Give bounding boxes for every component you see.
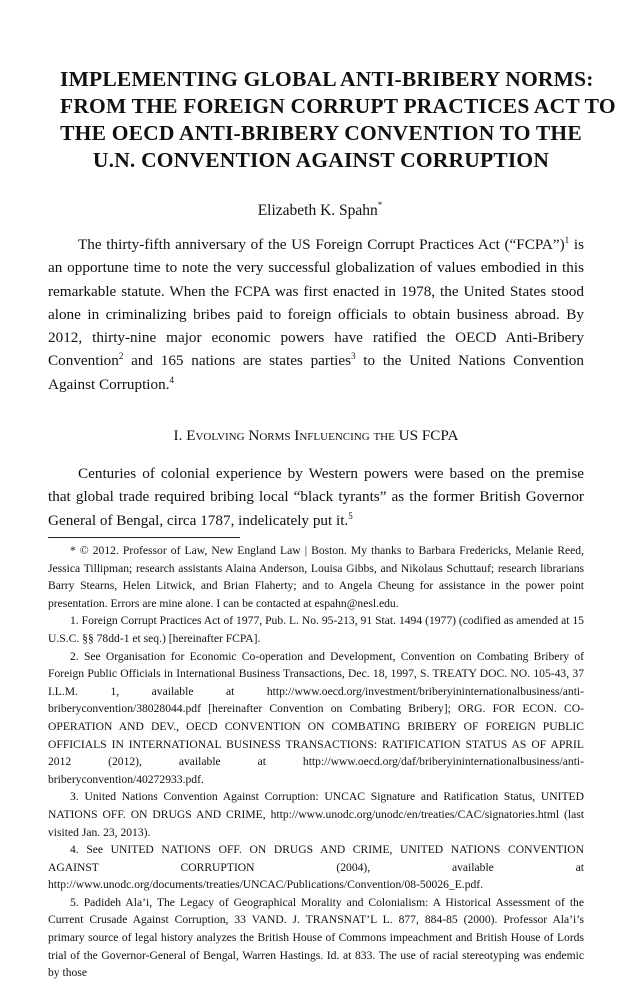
intro-text: is an opportune time to note the very successful globalization of values embodied in this remarkable statute. When the FCPA was first enacted in 1978, the United States stood alone in criminalizing bribes paid to foreign officials to obtain business abroad. By 2012, thirty-nine major economic powers have ratified the OECD Anti-Bribery Convention xyxy=(48,236,584,370)
title-line: IMPLEMENTING GLOBAL ANTI-BRIBERY NORMS: xyxy=(60,67,594,91)
footnote xyxy=(48,788,584,841)
footnote-ref[interactable]: 2 xyxy=(118,351,124,362)
footnote-ref[interactable]: 4 xyxy=(169,374,174,385)
footnotes xyxy=(48,542,584,982)
body-paragraph xyxy=(48,462,584,532)
footnote-ref[interactable]: 1 xyxy=(564,235,570,245)
footnote-text: See UNITED NATIONS OFF. ON DRUGS AND CRIME, UNITED NATIONS CONVENTION AGAINST CORRUPTION (2004), available at http://www.unodc.org/documents/treaties/UNCAC/Publications/Convention/08-50026_E.pdf. xyxy=(48,843,584,892)
author-footnote-mark: * xyxy=(377,200,383,210)
footnote-text: Foreign Corrupt Practices Act of 1977, Pub. L. No. 95-213, 91 Stat. 1494 (1977) (codified as amended at 15 U.S.C. §§ 78dd-1 et seq.) [hereinafter FCPA]. xyxy=(48,614,584,645)
footnote-text: See Organisation for Economic Co-operation and Development, Convention on Combating Bribery of Foreign Public Officials in International Business Transactions, Dec. 18, 1997, S. TREATY DOC. NO. 105-43, 37 I.L.M. 1, available at http://www.oecd.org/investment/briberyininternationalbusiness/anti-briberyconvention/38028044.pdf [hereinafter Convention on Combating Bribery]; ORG. FOR ECON. CO-OPERATION AND DEV., OECD CONVENTION ON COMBATING BRIBERY OF FOREIGN PUBLIC OFFICIALS IN INTERNATIONAL BUSINESS TRANSACTIONS: RATIFICATION STATUS AS OF APRIL 2012 (2012), available at http://www.oecd.org/daf/briberyininternationalbusiness/anti-briberyconvention/40272933.pdf. xyxy=(48,649,584,786)
footnote xyxy=(48,612,584,647)
footnote-divider xyxy=(48,537,240,538)
footnote-mark: 4. xyxy=(70,843,79,857)
footnote-ref[interactable]: 5 xyxy=(348,510,353,521)
footnote xyxy=(48,894,584,982)
footnote-mark: 3. xyxy=(70,790,79,804)
footnote-ref[interactable]: 3 xyxy=(351,351,356,362)
author-byline xyxy=(0,200,640,220)
footnote-mark: 5. xyxy=(70,895,79,909)
section-heading: I. Evolving Norms Influencing the US FCPA xyxy=(173,427,459,444)
intro-paragraph xyxy=(48,233,584,396)
title-line: THE OECD ANTI-BRIBERY CONVENTION TO THE xyxy=(60,121,582,145)
footnote xyxy=(48,542,584,612)
author-name: Elizabeth K. Spahn xyxy=(257,202,378,219)
footnote xyxy=(48,648,584,789)
intro-text: and 165 nations are states parties xyxy=(123,352,352,370)
footnote-mark: * xyxy=(70,544,76,557)
footnote-mark: 2. xyxy=(70,649,79,663)
article-title xyxy=(60,66,616,174)
intro-text: to the United Nations Convention Against Corruption. xyxy=(48,352,584,393)
title-line: FROM THE FOREIGN CORRUPT PRACTICES ACT TO xyxy=(60,94,616,118)
intro-text: The thirty-fifth anniversary of the US Foreign Corrupt Practices Act (“FCPA”) xyxy=(78,236,565,253)
title-line: U.N. CONVENTION AGAINST CORRUPTION xyxy=(92,148,550,172)
footnote-text: © 2012. Professor of Law, New England Law | Boston. My thanks to Barbara Fredericks, Melanie Reed, Jessica Tillipman; research assistants Alaina Anderson, Louisa Gibbs, and Nikolaus Schuttauf; research librarians Barry Stearns, Helen Litwick, and Brian Flaherty; and to Angela Cheung for assistance in the power point presentation. Errors are mine alone. I can be contacted at espahn@nesl.edu. xyxy=(48,544,584,610)
footnote-text: United Nations Convention Against Corruption: UNCAC Signature and Ratification Status, UNITED NATIONS OFF. ON DRUGS AND CRIME, http://www.unodc.org/unodc/en/treaties/CAC/signatories.html (last visited Jan. 23, 2013). xyxy=(48,790,584,839)
footnote xyxy=(48,841,584,894)
footnote-text: Padideh Ala’i, The Legacy of Geographical Morality and Colonialism: A Historical Assessment of the Current Crusade Against Corruption, 33 VAND. J. TRANSNAT’L L. 877, 884-85 (2000). Professor Ala’i’s primary source of legal history analyzes the British House of Commons impeachment and British House of Lords trial of the Governor-General of Bengal, Warren Hastings. Id. at 833. The use of racial stereotyping was endemic by those xyxy=(48,895,584,980)
body-text: Centuries of colonial experience by Western powers were based on the premise that global trade required bribing local “black tyrants” as the former British Governor General of Bengal, circa 1787, indelicately put it. xyxy=(48,465,584,529)
footnote-mark: 1. xyxy=(70,614,79,628)
